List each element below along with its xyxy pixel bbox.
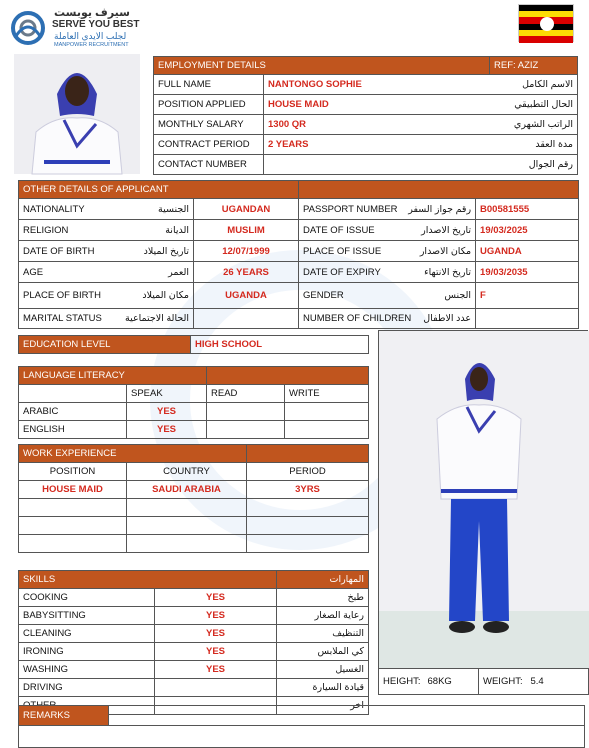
skill-ironing: IRONING (19, 643, 155, 661)
language-title: LANGUAGE LITERACY (19, 367, 207, 385)
education-label: EDUCATION LEVEL (19, 336, 191, 354)
remarks-body (19, 726, 585, 748)
work-position: HOUSE MAID (19, 481, 127, 499)
other-details-title: OTHER DETAILS OF APPLICANT (19, 181, 299, 199)
skill-driving-arabic: قيادة السيارة (277, 679, 369, 697)
logo-emblem-icon (10, 8, 46, 48)
work-header-period: PERIOD (247, 463, 369, 481)
arabic-age: العمر (109, 262, 194, 283)
value-nationality: UGANDAN (194, 199, 299, 220)
skill-driving: DRIVING (19, 679, 155, 697)
label-marital-status: MARITAL STATUS (19, 309, 109, 329)
label-position-applied: POSITION APPLIED (154, 95, 264, 115)
value-number-of-children (476, 309, 579, 329)
arabic-date-of-birth: تاريخ الميلاد (109, 241, 194, 262)
skill-cooking-value: YES (155, 589, 277, 607)
remarks-value (109, 706, 585, 726)
arabic-number-of-children: عدد الاطفال (391, 309, 476, 329)
brand-tagline: MANPOWER RECRUITMENT (54, 42, 129, 48)
language-arabic-read (207, 403, 285, 421)
arabic-nationality: الجنسية (109, 199, 194, 220)
height-label: HEIGHT: (379, 669, 424, 695)
arabic-date-of-issue: تاريخ الاصدار (391, 220, 476, 241)
skill-babysitting-value: YES (155, 607, 277, 625)
language-english: ENGLISH (19, 421, 127, 439)
label-date-of-issue: DATE OF ISSUE (299, 220, 391, 241)
value-religion: MUSLIM (194, 220, 299, 241)
work-header-country: COUNTRY (127, 463, 247, 481)
work-title-right (247, 445, 369, 463)
skills-arabic-title: المهارات (277, 571, 369, 589)
work-period: 3YRS (247, 481, 369, 499)
value-marital-status (194, 309, 299, 329)
label-place-of-birth: PLACE OF BIRTH (19, 283, 109, 309)
work-empty-cell (127, 535, 247, 553)
skill-cooking-arabic: طبخ (277, 589, 369, 607)
value-passport-number: B00581555 (476, 199, 579, 220)
arabic-date-of-expiry: تاريخ الانتهاء (391, 262, 476, 283)
value-date-of-expiry: 19/03/2035 (476, 262, 579, 283)
work-empty-cell (247, 535, 369, 553)
skill-other-arabic: اخر (277, 697, 369, 715)
remarks-table (18, 705, 585, 748)
measurements-table (378, 668, 589, 695)
weight-value: 5.4 (527, 669, 589, 695)
label-monthly-salary: MONTHLY SALARY (154, 115, 264, 135)
skill-washing: WASHING (19, 661, 155, 679)
arabic-monthly-salary: الراتب الشهري (490, 115, 578, 135)
label-contact-number: CONTACT NUMBER (154, 155, 264, 175)
label-nationality: NATIONALITY (19, 199, 109, 220)
language-title-right (207, 367, 369, 385)
height-value: 68KG (424, 669, 479, 695)
arabic-gender: الجنس (391, 283, 476, 309)
skill-ironing-value: YES (155, 643, 277, 661)
arabic-religion: الديانة (109, 220, 194, 241)
label-place-of-issue: PLACE OF ISSUE (299, 241, 391, 262)
work-empty-cell (19, 535, 127, 553)
language-table (18, 366, 369, 439)
company-logo (10, 6, 160, 50)
work-header-position: POSITION (19, 463, 127, 481)
language-arabic-write (285, 403, 369, 421)
skill-ironing-arabic: كي الملابس (277, 643, 369, 661)
language-arabic: ARABIC (19, 403, 127, 421)
label-date-of-birth: DATE OF BIRTH (19, 241, 109, 262)
language-header-write: WRITE (285, 385, 369, 403)
arabic-contract-period: مدة العقد (490, 135, 578, 155)
value-date-of-birth: 12/07/1999 (194, 241, 299, 262)
label-passport-number: PASSPORT NUMBER (299, 199, 391, 220)
other-details-table (18, 180, 579, 329)
arabic-marital-status: الحالة الاجتماعية (109, 309, 194, 329)
skill-babysitting-arabic: رعاية الصغار (277, 607, 369, 625)
arabic-passport-number: رقم جواز السفر (391, 199, 476, 220)
value-full-name: NANTONGO SOPHIE (264, 75, 490, 95)
language-english-write (285, 421, 369, 439)
brand-arabic-name: سيرف يوبست (54, 7, 130, 19)
label-full-name: FULL NAME (154, 75, 264, 95)
skill-cooking: COOKING (19, 589, 155, 607)
skill-washing-value: YES (155, 661, 277, 679)
language-arabic-speak: YES (127, 403, 207, 421)
employment-details-title: EMPLOYMENT DETAILS (154, 57, 490, 75)
value-place-of-issue: UGANDA (476, 241, 579, 262)
other-details-title-right (299, 181, 579, 199)
skills-table (18, 570, 369, 715)
work-empty-cell (19, 499, 127, 517)
applicant-photo-full (378, 330, 588, 668)
skill-cleaning-arabic: التنظيف (277, 625, 369, 643)
value-place-of-birth: UGANDA (194, 283, 299, 309)
work-title: WORK EXPERIENCE (19, 445, 247, 463)
reference: REF: AZIZ (490, 57, 578, 75)
value-position-applied: HOUSE MAID (264, 95, 490, 115)
value-gender: F (476, 283, 579, 309)
label-date-of-expiry: DATE OF EXPIRY (299, 262, 391, 283)
label-age: AGE (19, 262, 109, 283)
education-value: HIGH SCHOOL (191, 336, 369, 354)
value-age: 26 YEARS (194, 262, 299, 283)
value-monthly-salary: 1300 QR (264, 115, 490, 135)
label-contract-period: CONTRACT PERIOD (154, 135, 264, 155)
arabic-full-name: الاسم الكامل (490, 75, 578, 95)
arabic-place-of-issue: مكان الاصدار (391, 241, 476, 262)
label-number-of-children: NUMBER OF CHILDREN (299, 309, 391, 329)
brand-arabic-tagline: لجلب الايدي العاملة (54, 31, 127, 41)
work-empty-cell (247, 517, 369, 535)
label-gender: GENDER (299, 283, 391, 309)
arabic-place-of-birth: مكان الميلاد (109, 283, 194, 309)
work-empty-cell (247, 499, 369, 517)
employment-details-table (153, 56, 578, 175)
value-date-of-issue: 19/03/2025 (476, 220, 579, 241)
education-table (18, 335, 369, 354)
work-empty-cell (127, 499, 247, 517)
brand-name: SERVE YOU BEST (52, 19, 140, 30)
language-header-read: READ (207, 385, 285, 403)
applicant-photo-small (14, 54, 140, 174)
work-experience-table (18, 444, 369, 553)
skill-babysitting: BABYSITTING (19, 607, 155, 625)
skill-cleaning-value: YES (155, 625, 277, 643)
value-contact-number (264, 155, 490, 175)
weight-label: WEIGHT: (479, 669, 527, 695)
label-religion: RELIGION (19, 220, 109, 241)
skill-cleaning: CLEANING (19, 625, 155, 643)
skill-washing-arabic: الغسيل (277, 661, 369, 679)
arabic-position-applied: الحال التطبيقي (490, 95, 578, 115)
skill-driving-value (155, 679, 277, 697)
arabic-contact-number: رقم الجوال (490, 155, 578, 175)
uganda-flag (518, 4, 574, 42)
language-header-blank (19, 385, 127, 403)
value-contract-period: 2 YEARS (264, 135, 490, 155)
work-country: SAUDI ARABIA (127, 481, 247, 499)
language-header-speak: SPEAK (127, 385, 207, 403)
language-english-speak: YES (127, 421, 207, 439)
language-english-read (207, 421, 285, 439)
work-empty-cell (19, 517, 127, 535)
work-empty-cell (127, 517, 247, 535)
skills-title: SKILLS (19, 571, 277, 589)
remarks-label: REMARKS (19, 706, 109, 726)
